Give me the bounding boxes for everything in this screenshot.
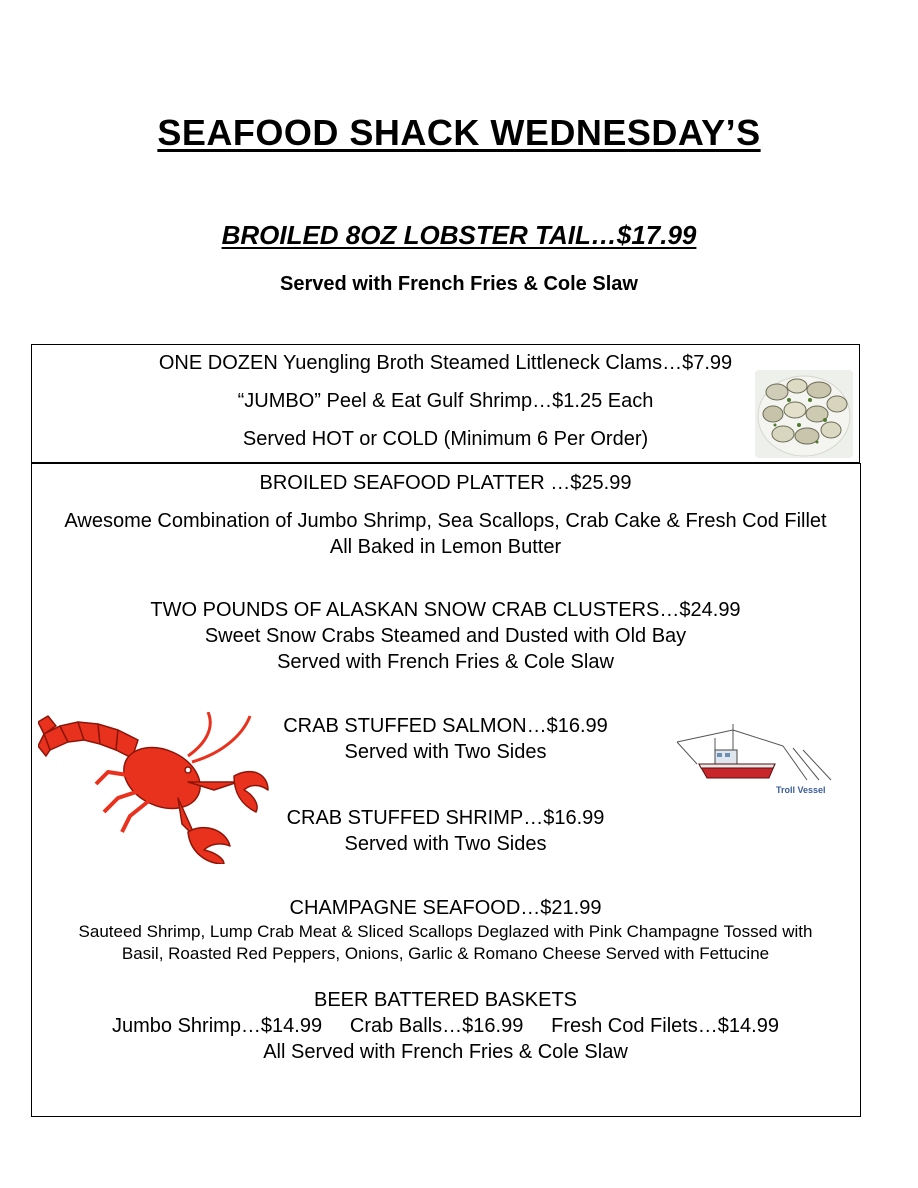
red-lobster-clipart-icon (38, 712, 270, 864)
snow-crab-desc-2: Served with French Fries & Cole Slaw (277, 651, 614, 673)
peel-eat-shrimp-item: “JUMBO” Peel & Eat Gulf Shrimp…$1.25 Each (237, 390, 654, 412)
stuffed-salmon-title: CRAB STUFFED SALMON…$16.99 (283, 715, 608, 737)
stuffed-shrimp-desc: Served with Two Sides (344, 833, 547, 855)
clams-item: ONE DOZEN Yuengling Broth Steamed Littleneck Clams…$7.99 (158, 352, 733, 374)
page-title: SEAFOOD SHACK WEDNESDAY’S (157, 112, 761, 153)
snow-crab-desc-1: Sweet Snow Crabs Steamed and Dusted with Old Bay (204, 625, 687, 647)
vessel-caption: Troll Vessel (776, 785, 826, 795)
feature-sides: Served with French Fries & Cole Slaw (280, 273, 638, 295)
platter-title: BROILED SEAFOOD PLATTER …$25.99 (259, 472, 632, 494)
baskets-title: BEER BATTERED BASKETS (313, 989, 578, 1011)
champagne-desc-1: Sauteed Shrimp, Lump Crab Meat & Sliced Scallops Deglazed with Pink Champagne Tossed with (78, 922, 813, 941)
baskets-items: Jumbo Shrimp…$14.99 Crab Balls…$16.99 Fresh Cod Filets…$14.99 (112, 1015, 779, 1037)
baskets-sides: All Served with French Fries & Cole Slaw (263, 1041, 628, 1063)
stuffed-salmon-desc: Served with Two Sides (344, 741, 547, 763)
snow-crab-title: TWO POUNDS OF ALASKAN SNOW CRAB CLUSTERS…$24.99 (150, 599, 741, 621)
champagne-title: CHAMPAGNE SEAFOOD…$21.99 (289, 897, 602, 919)
platter-desc-1: Awesome Combination of Jumbo Shrimp, Sea Scallops, Crab Cake & Fresh Cod Fillet (64, 510, 827, 532)
stuffed-shrimp-title: CRAB STUFFED SHRIMP…$16.99 (286, 807, 605, 829)
shrimp-note: Served HOT or COLD (Minimum 6 Per Order) (242, 428, 649, 450)
platter-desc-2: All Baked in Lemon Butter (329, 536, 562, 558)
feature-special: BROILED 8OZ LOBSTER TAIL…$17.99 (221, 220, 697, 250)
steamed-clams-photo-icon (755, 370, 853, 458)
champagne-desc-2: Basil, Roasted Red Peppers, Onions, Garlic & Romano Cheese Served with Fettucine (121, 944, 770, 963)
